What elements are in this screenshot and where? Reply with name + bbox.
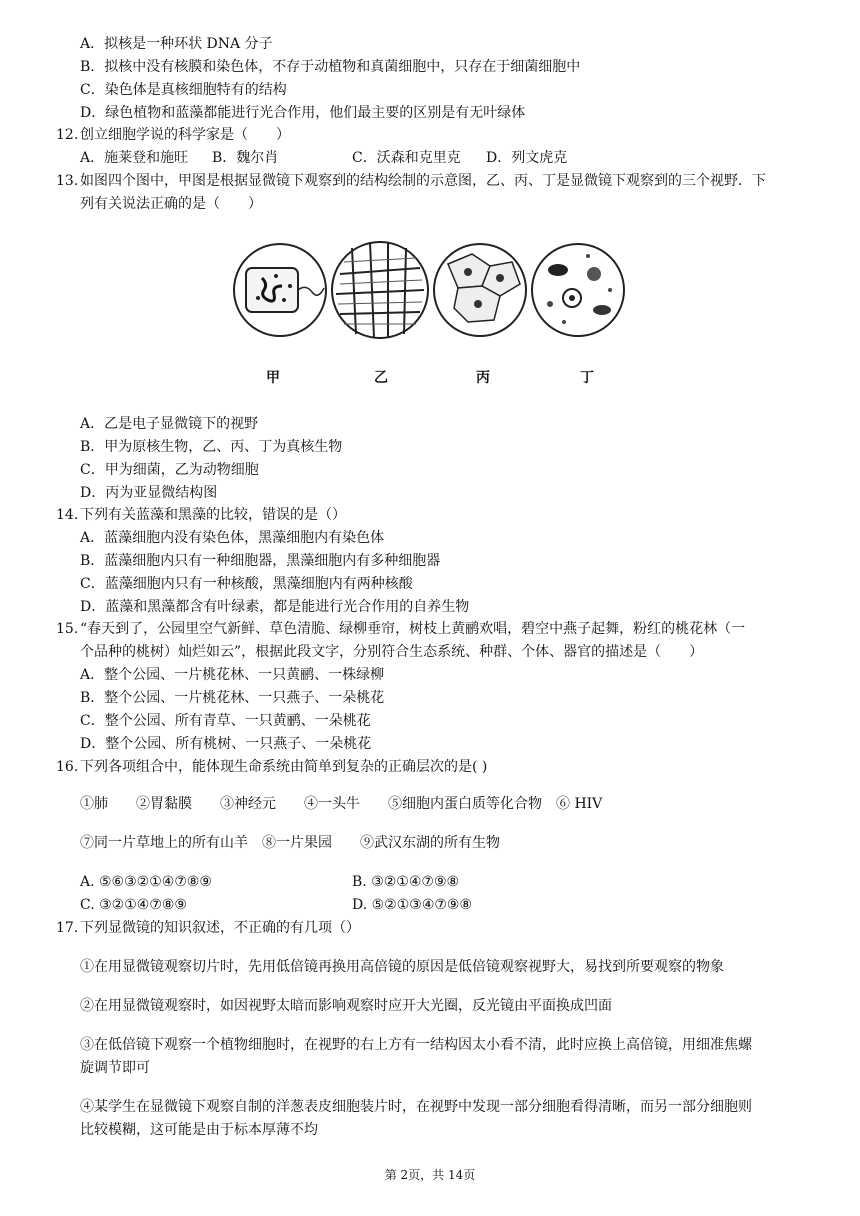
question-number: 17. (56, 920, 79, 936)
cell-figure (228, 234, 632, 390)
q17-statement-4-line1: ④某学生在显微镜下观察自制的洋葱表皮细胞装片时，在视野中发现一部分细胞看得清晰，而另一部分细胞则 (80, 1099, 752, 1115)
q15-stem-2: 个品种的桃树）灿烂如云”，根据此段文字，分别符合生态系统、种群、个体、器官的描述是（ ） (80, 644, 704, 660)
q16-items-2: ⑦同一片草地上的所有山羊 ⑧一片果园 ⑨武汉东湖的所有生物 (80, 835, 500, 851)
figure-label-jia: 甲 (266, 370, 280, 386)
q14-option-c: C．蓝藻细胞内只有一种核酸，黑藻细胞内有两种核酸 (80, 576, 413, 592)
q16-stem-line (56, 757, 487, 777)
q16-option-d: D. ⑤②①③④⑦⑨⑧ (352, 897, 473, 913)
q11-option-c: C．染色体是真核细胞特有的结构 (80, 82, 287, 98)
q13-option-d: D．丙为亚显微结构图 (80, 485, 218, 501)
question-number: 12. (56, 127, 79, 143)
q15-option-a: A．整个公园、一片桃花林、一只黄鹂、一株绿柳 (80, 667, 385, 683)
question-number: 16. (56, 759, 79, 775)
q11-option-b: B．拟核中没有核膜和染色体，不存于动植物和真菌细胞中，只存在于细菌细胞中 (80, 59, 581, 75)
figure-label-ding: 丁 (580, 370, 594, 386)
q12-option-c: C．沃森和克里克 (352, 150, 461, 166)
figure-jia-bacterium (234, 244, 326, 336)
q12-option-b: B．魏尔肖 (212, 150, 279, 166)
figure-yi-plant-cells (332, 242, 428, 338)
page-footer: 第 2页，共 14页 (384, 1168, 476, 1182)
q17-stem-line (56, 918, 360, 938)
q13-stem-line (56, 171, 766, 191)
question-number: 15. (56, 621, 79, 637)
q15-option-b: B．整个公园、一片桃花林、一只燕子、一朵桃花 (80, 690, 385, 706)
q17-statement-3-line1: ③在低倍镜下观察一个植物细胞时，在视野的右上方有一结构因太小看不清，此时应换上高倍镜，用细准焦螺 (80, 1037, 752, 1053)
q13-option-b: B．甲为原核生物，乙、丙、丁为真核生物 (80, 439, 343, 455)
q14-option-a: A．蓝藻细胞内没有染色体，黑藻细胞内有染色体 (80, 530, 385, 546)
q15-option-c: C．整个公园、所有青草、一只黄鹂、一朵桃花 (80, 713, 371, 729)
q14-option-d: D．蓝藻和黑藻都含有叶绿素，都是能进行光合作用的自养生物 (80, 599, 470, 615)
q17-statement-1: ①在用显微镜观察切片时，先用低倍镜再换用高倍镜的原因是低倍镜观察视野大，易找到所要观察的物象 (80, 959, 724, 975)
q16-items-1: ①肺 ②胃黏膜 ③神经元 ④一头牛 ⑤细胞内蛋白质等化合物 ⑥ HIV (80, 796, 603, 812)
q13-option-a: A．乙是电子显微镜下的视野 (80, 416, 259, 432)
q11-option-d: D．绿色植物和蓝藻都能进行光合作用，他们最主要的区别是有无叶绿体 (80, 105, 526, 121)
q16-option-a: A. ⑤⑥③②①④⑦⑧⑨ (80, 874, 212, 890)
q17-statement-2: ②在用显微镜观察时，如因视野太暗而影响观察时应开大光圈，反光镜由平面换成凹面 (80, 998, 612, 1014)
figure-label-bing: 丙 (476, 370, 490, 386)
q12-stem: 创立细胞学说的科学家是（ ） (80, 127, 290, 143)
q17-stem: 下列显微镜的知识叙述，不正确的有几项（） (80, 920, 360, 936)
q13-stem-2: 列有关说法正确的是（ ） (80, 196, 262, 212)
q14-stem-line (56, 505, 346, 525)
q14-stem: 下列有关蓝藻和黑藻的比较，错误的是（） (80, 507, 346, 523)
q12-option-d: D．列文虎克 (486, 150, 568, 166)
q15-stem-1: “春天到了，公园里空气新鲜、草色清脆、绿柳垂帘，树枝上黄鹂欢唱，碧空中燕子起舞，粉红的桃花林（一 (80, 621, 746, 637)
question-number: 13. (56, 173, 79, 189)
figure-bing-animal-cells (434, 244, 526, 336)
q15-stem-line (56, 619, 745, 639)
question-number: 14. (56, 507, 79, 523)
q13-stem-1: 如图四个图中，甲图是根据显微镜下观察到的结构绘制的示意图，乙、丙、丁是显微镜下观察到的三个视野．下 (80, 173, 766, 189)
q16-option-c: C. ③②①④⑦⑧⑨ (80, 897, 187, 913)
figure-ding-micrograph (532, 244, 624, 336)
q16-option-b: B. ③②①④⑦⑨⑧ (352, 874, 460, 890)
q17-statement-4-line2: 比较模糊，这可能是由于标本厚薄不均 (80, 1122, 318, 1138)
q12-stem-line (56, 125, 290, 145)
figure-label-yi: 乙 (374, 370, 388, 386)
q11-option-a: A．拟核是一种环状 DNA 分子 (80, 36, 273, 52)
q13-option-c: C．甲为细菌，乙为动物细胞 (80, 462, 259, 478)
q15-option-d: D．整个公园、所有桃树、一只燕子、一朵桃花 (80, 736, 372, 752)
q14-option-b: B．蓝藻细胞内只有一种细胞器，黑藻细胞内有多种细胞器 (80, 553, 441, 569)
q12-option-a: A．施莱登和施旺 (80, 150, 189, 166)
q17-statement-3-line2: 旋调节即可 (80, 1060, 150, 1076)
q16-stem: 下列各项组合中，能体现生命系统由简单到复杂的正确层次的是( ) (80, 759, 488, 775)
